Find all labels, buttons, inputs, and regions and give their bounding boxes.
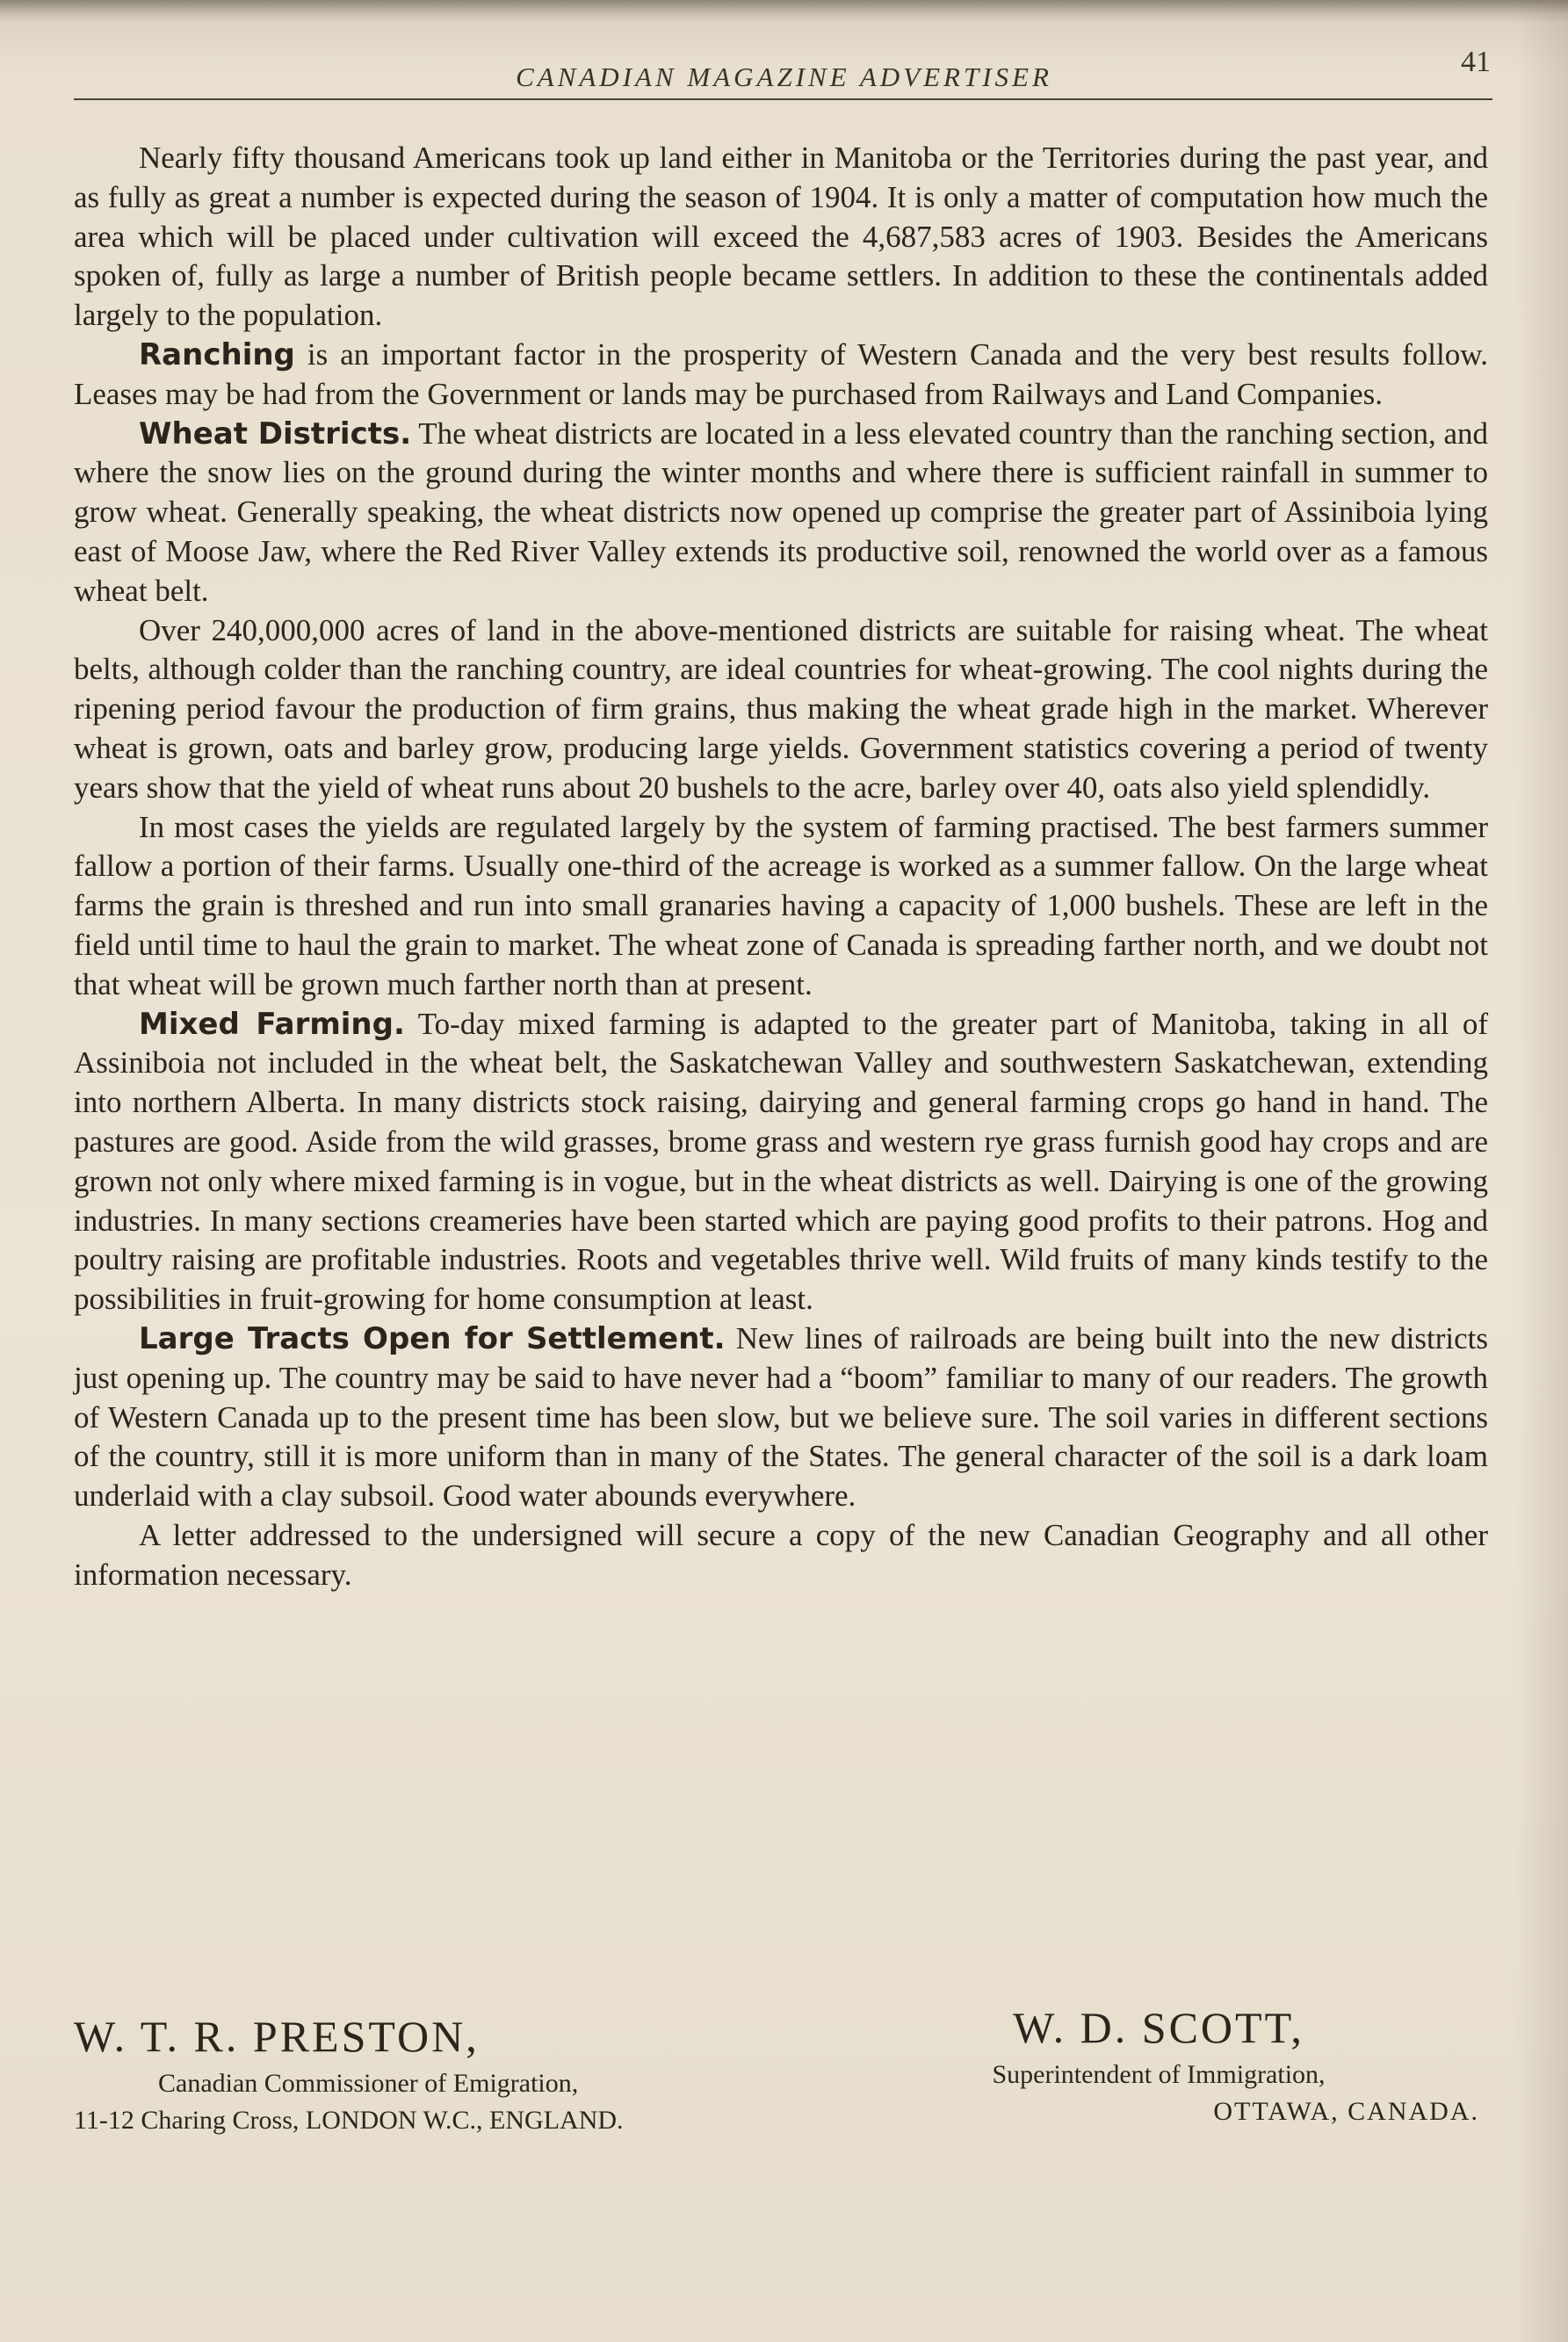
page-number: 41 bbox=[1461, 46, 1491, 78]
paragraph-mixed-farming bbox=[74, 1005, 1488, 1319]
paragraph-wheat-districts bbox=[74, 415, 1488, 611]
signatory-name: W. T. R. PRESTON, bbox=[74, 2012, 480, 2061]
paragraph-text: New lines of railroads are being built into the new districts just opening up. The country may be said to have never had a “boom” familiar to many of our readers. The growth of Western Canada up to the present time has been slow, but we believe sure. The soil varies in different sections of the country, still it is more uniform than in many of the States. The general character of the soil is a dark loam underlaid with a clay subsoil. Good water abounds everywhere. bbox=[74, 1320, 1488, 1514]
paragraph-letter bbox=[74, 1516, 1488, 1595]
paragraph-americans bbox=[74, 139, 1488, 336]
paragraph-lead: Wheat Districts. bbox=[139, 416, 412, 452]
header-rule bbox=[74, 98, 1492, 100]
paragraph-text: Over 240,000,000 acres of land in the above-mentioned districts are suitable for raising wheat. The wheat belts, although colder than the ranching country, are ideal countries for wheat-growing. The cool nights during the ripening period favour the production of firm grains, thus making the wheat grade high in the market. Wherever wheat is grown, oats and barley grow, producing large yields. Government statistics covering a period of twenty years show that the yield of wheat runs about 20 bushels to the acre, barley over 40, oats also yield splendidly. bbox=[74, 612, 1488, 805]
paragraph-lead: Ranching bbox=[139, 336, 295, 372]
binding-shadow bbox=[1515, 0, 1568, 2342]
paragraph-text: A letter addressed to the undersigned will secure a copy of the new Canadian Geography and all other information necessary. bbox=[74, 1517, 1488, 1592]
paragraph-yields bbox=[74, 808, 1488, 1005]
signature-scott bbox=[829, 1999, 1488, 2130]
signatory-address: 11-12 Charing Cross, LONDON W.C., ENGLAND. bbox=[74, 2106, 624, 2135]
paragraph-text: Nearly fifty thousand Americans took up land either in Manitoba or the Territories during the past year, and as fully as great a number is expected during the season of 1904. It is only a matter of computation how much the area which will be placed under cultivation will exceed the 4,687,583 acres of 1903. Besides the Americans spoken of, fully as large a number of British people became settlers. In addition to these the continentals added largely to the population. bbox=[74, 141, 1488, 333]
paragraph-acreage bbox=[74, 611, 1488, 808]
signatory-title: Superintendent of Immigration, bbox=[992, 2060, 1326, 2089]
paragraph-text: To-day mixed farming is adapted to the greater part of Manitoba, taking in all of Assiniboia not included in the wheat belt, the Saskatchewan Valley and southwestern Saskatchewan, extending into northern Alberta. In many districts stock raising, dairying and general farming crops go hand in hand. The pastures are good. Aside from the wild grasses, brome grass and western rye grass furnish good hay crops and are grown not only where mixed farming is in vogue, but in the wheat districts as well. Dairying is one of the growing industries. In many sections creameries have been started which are paying good profits to their patrons. Hog and poultry raising are profitable industries. Roots and vegetables thrive well. Wild fruits of many kinds testify to the possibilities in fruit-growing for home consumption at least. bbox=[74, 1006, 1488, 1317]
signatory-title: Canadian Commissioner of Emigration, bbox=[158, 2069, 579, 2098]
paragraph-ranching bbox=[74, 336, 1488, 415]
signatory-address: OTTAWA, CANADA. bbox=[1213, 2097, 1479, 2126]
paragraph-large-tracts bbox=[74, 1319, 1488, 1516]
page-top-edge bbox=[0, 0, 1568, 23]
article-body bbox=[74, 139, 1488, 1594]
paragraph-lead: Mixed Farming. bbox=[139, 1006, 405, 1042]
running-head: CANADIAN MAGAZINE ADVERTISER bbox=[516, 61, 1052, 92]
paragraph-text: The wheat districts are located in a less elevated country than the ranching section, and where the snow lies on the ground during the winter months and where there is sufficient rainfall in summer to grow wheat. Generally speaking, the wheat districts now opened up comprise the greater part of Assiniboia lying east of Moose Jaw, where the Red River Valley extends its productive soil, renowned the world over as a famous wheat belt. bbox=[74, 416, 1489, 608]
paragraph-text: In most cases the yields are regulated largely by the system of farming practised. The best farmers summer fallow a portion of their farms. Usually one-third of the acreage is worked as a summer fallow. On the large wheat farms the grain is threshed and run into small granaries having a capacity of 1,000 bushels. These are left in the field until time to haul the grain to market. The wheat zone of Canada is spreading farther north, and we doubt not that wheat will be grown much farther north than at present. bbox=[74, 809, 1488, 1001]
paragraph-lead: Large Tracts Open for Settlement. bbox=[139, 1320, 726, 1356]
signature-preston bbox=[74, 2007, 829, 2139]
paragraph-text: is an important factor in the prosperity of Western Canada and the very best results follow. Leases may be had from the Government or lands may be purchased from Railways and Land Companies. bbox=[74, 336, 1488, 411]
signature-block bbox=[74, 2003, 1488, 2183]
signatory-name: W. D. SCOTT, bbox=[1013, 2003, 1304, 2052]
